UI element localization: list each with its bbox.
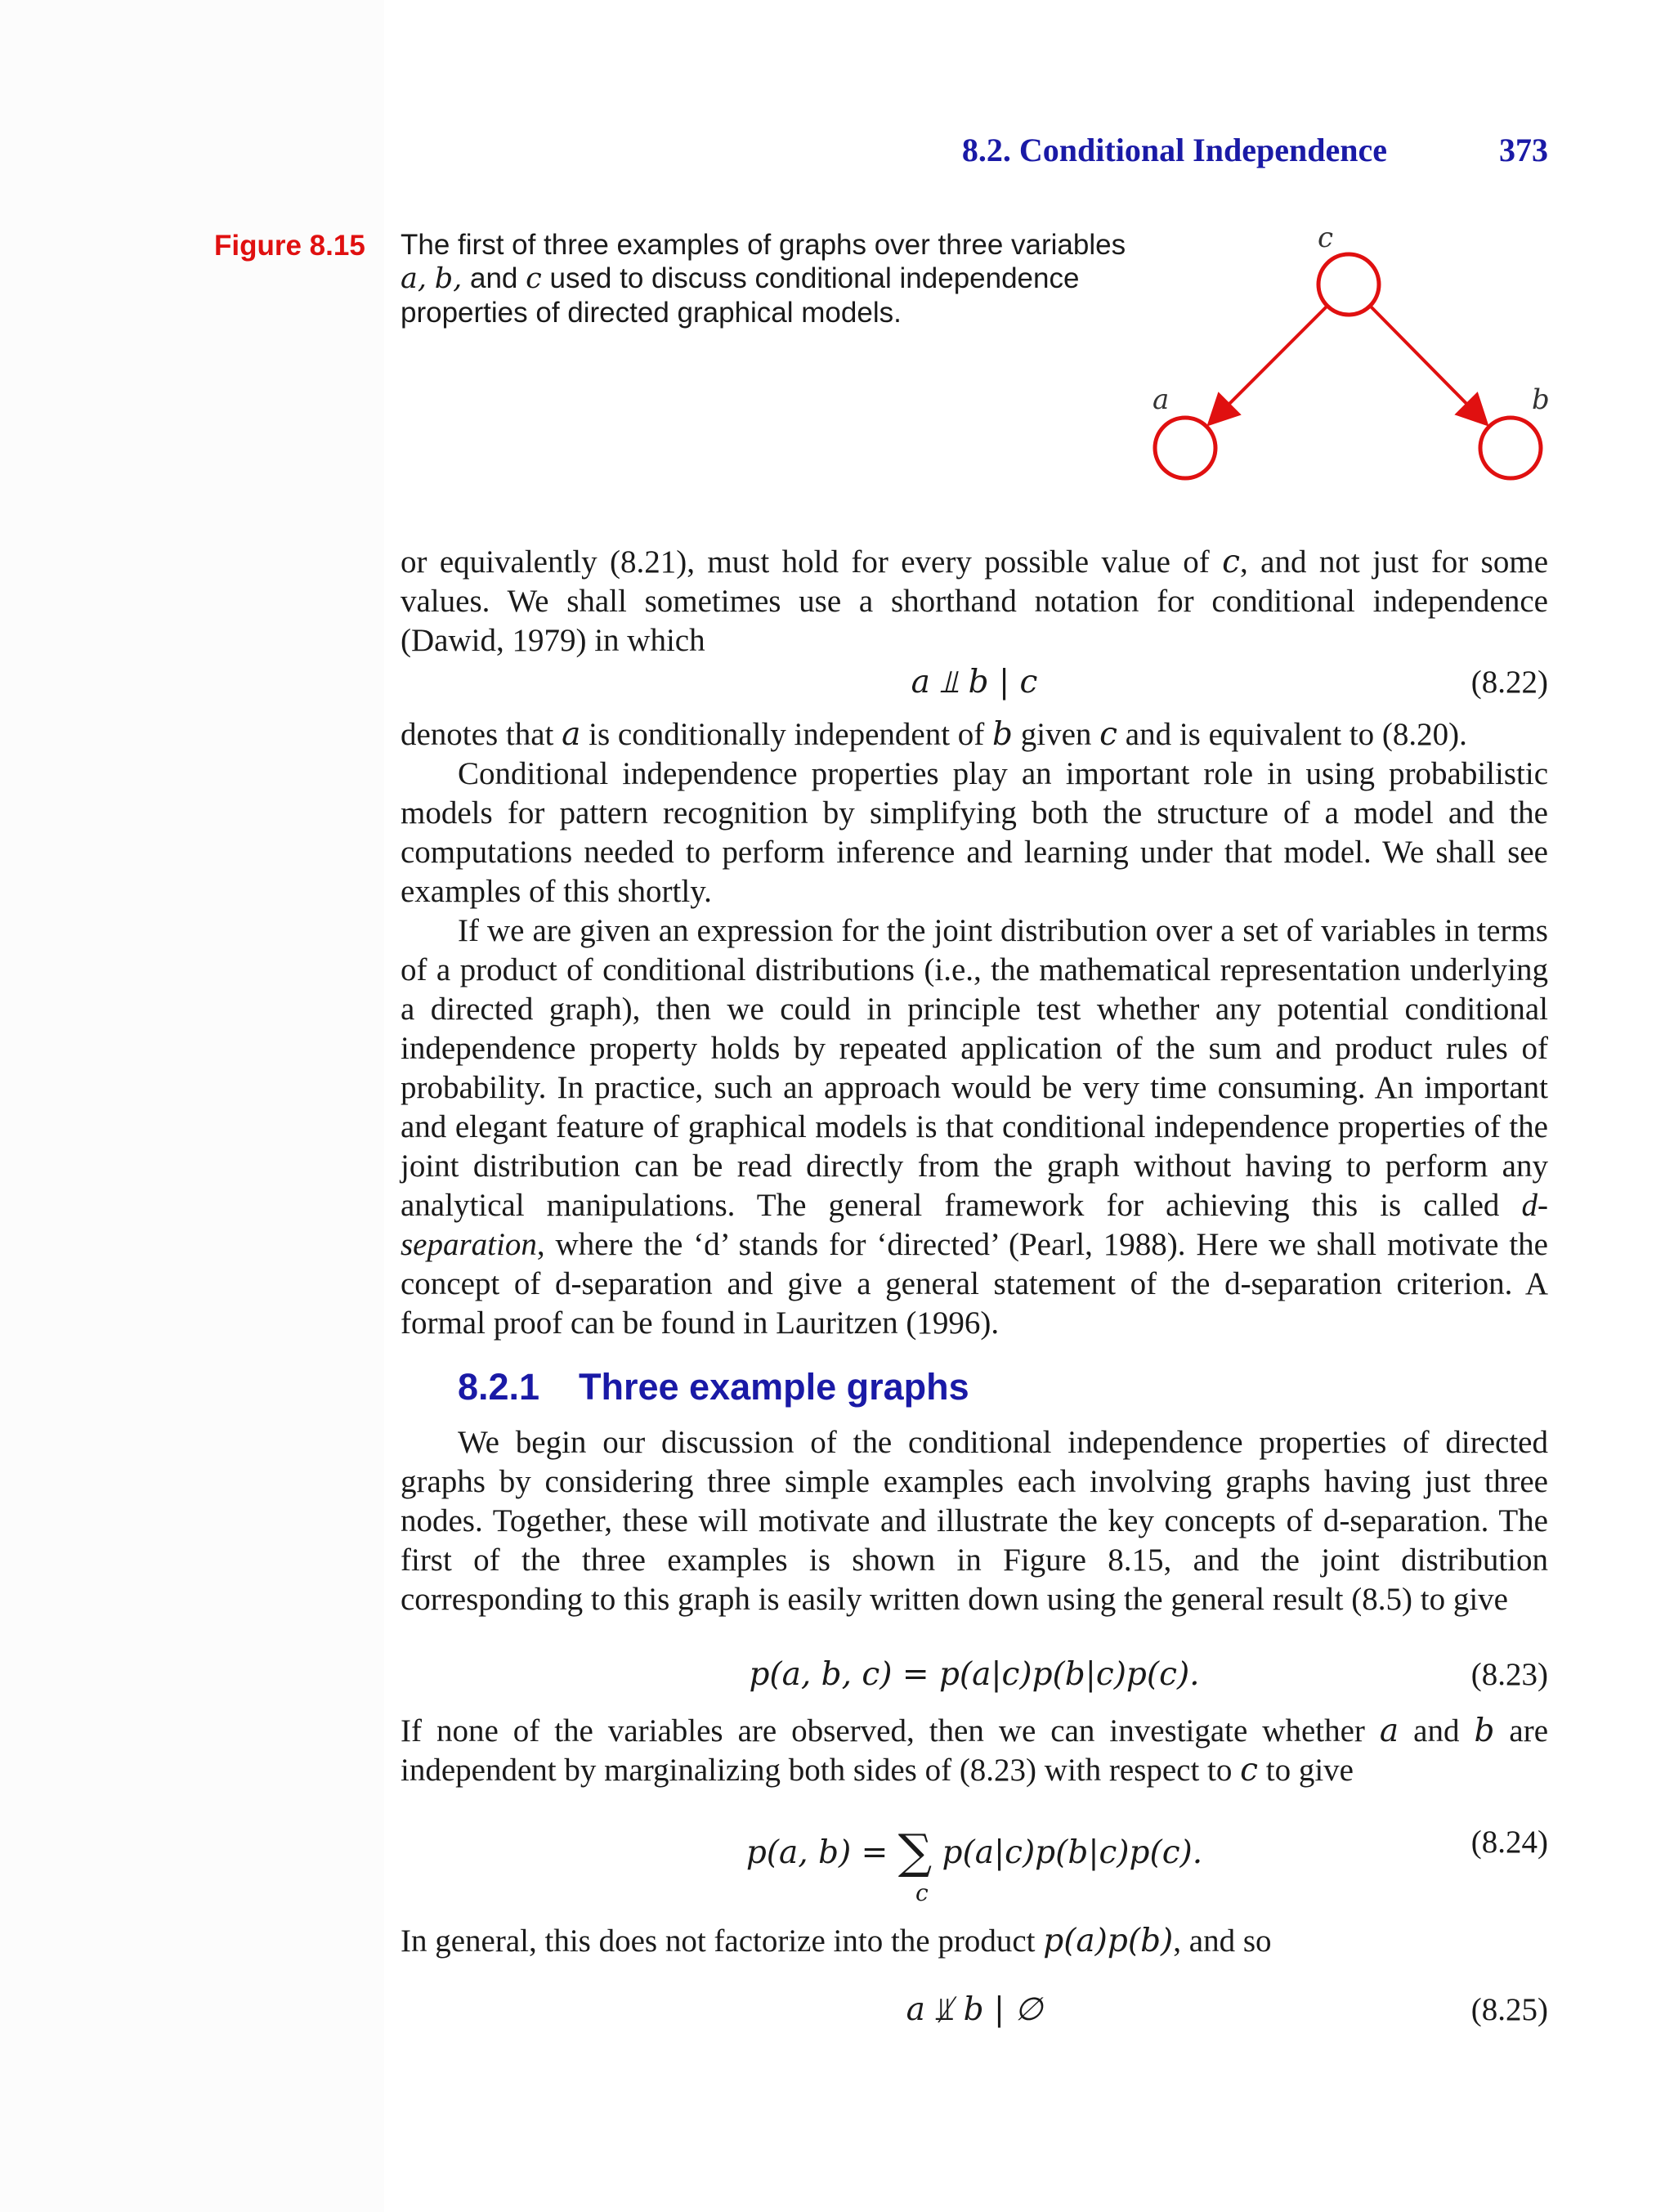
math-var: c: [1222, 544, 1241, 580]
text: If we are given an expression for the joint distribution over a set of variables in terms of a product of conditional distributions (i.e., the mathematical representation underlying a directed graph), then we could in principle test whether any potential conditional independence property holds by repeated application of the sum and product rules of probability. In practice, such an approach would be very time consuming. An important and elegant feature of graphical models is that conditional independence properties of the joint distribution can be read directly from the graph without having to perform any analytical manipulations. The general framework for achieving this is called: [401, 913, 1548, 1223]
node-b-label: b: [1532, 383, 1550, 416]
equation-number: (8.22): [1470, 665, 1548, 700]
section-heading: [458, 1366, 969, 1408]
equation-number: (8.23): [1470, 1657, 1548, 1692]
node-c: [1318, 254, 1379, 315]
text: and is equivalent to (8.20).: [1117, 717, 1467, 752]
node-a: [1155, 418, 1215, 478]
emphasis-term: d-separation: [401, 1188, 1548, 1262]
section-number: 8.2.1: [458, 1366, 540, 1408]
math-var: a: [562, 716, 581, 753]
node-b: [1480, 418, 1541, 478]
caption-var-b: b,: [434, 262, 463, 295]
caption-line: properties of directed graphical models.: [401, 297, 902, 329]
tail-to-tail-graph: [1136, 221, 1561, 499]
paragraph: [401, 911, 1548, 1343]
math-var: b: [992, 716, 1014, 753]
math-var: c: [1240, 1752, 1258, 1789]
paragraph: Conditional independence properties play an important role in using probabilistic models for pattern recognition by simplifying both the structure of a model and the computations needed to perform inference and learning under that model. We shall see examples of this shortly.: [401, 756, 1548, 909]
text: , and so: [1173, 1923, 1272, 1959]
equation-lhs: p(a, b) =: [745, 1834, 888, 1871]
paragraph-body: [401, 715, 1548, 1343]
equation-expression: [401, 1991, 1548, 2028]
text: denotes that: [401, 717, 562, 752]
math-expression: p(a)p(b): [1043, 1923, 1174, 1959]
caption-line: The first of three examples of graphs over three variables: [401, 229, 1126, 261]
node-a-label: a: [1153, 383, 1170, 416]
paragraph: We begin our discussion of the conditional independence properties of directed graphs by considering three simple examples each involving graphs having just three nodes. Together, these will motivate and illustrate the key concepts of d-separation. The first of the three examples is shown in Figure 8.15, and the joint distribution corresponding to this graph is easily written down using the general result (8.5) to give: [401, 1425, 1548, 1617]
text: , where the ‘d’ stands for ‘directed’ (Pearl, 1988). Here we shall motivate the concept of d-separation and give a general statement of the d-separation criterion. A formal proof can be found in Lauritzen (1996).: [401, 1227, 1548, 1341]
math-var: b: [1474, 1713, 1495, 1749]
text: If none of the variables are observed, then we can investigate whether: [401, 1713, 1380, 1749]
text: or equivalently (8.21), must hold for every possible value of: [401, 544, 1223, 580]
text: given: [1013, 717, 1100, 752]
equation-number: (8.24): [1470, 1825, 1548, 1860]
not-independent-symbol: ⫫̸: [935, 1991, 954, 2028]
text: to give: [1257, 1753, 1354, 1788]
equation-expression: p(a, b, c) = p(a|c)p(b|c)p(c).: [749, 1656, 1200, 1693]
caption-var-a: a,: [401, 262, 427, 295]
equation-8-25: [401, 1991, 1548, 2040]
figure-caption: [401, 228, 1125, 329]
caption-var-c: c: [526, 262, 542, 295]
math-var: a: [1379, 1713, 1399, 1749]
node-c-label: c: [1318, 222, 1334, 254]
sum-subscript: c: [915, 1879, 929, 1906]
equation-expression: a ⫫ b | c: [911, 664, 1038, 701]
page-margin: [0, 0, 384, 2212]
caption-line: [401, 262, 1125, 296]
text: In general, this does not factorize into the product: [401, 1923, 1044, 1959]
paragraph-intro: [401, 543, 1548, 660]
equation-lhs: a: [906, 1991, 925, 2028]
equation-8-24: [401, 1824, 1548, 1914]
equation-rhs: p(a|c)p(b|c)p(c).: [942, 1834, 1203, 1871]
text: is conditionally independent of: [580, 717, 993, 752]
page-number: 373: [1499, 132, 1548, 168]
section-title: Three example graphs: [579, 1366, 969, 1408]
edge-c-to-a: [1211, 306, 1327, 422]
text: , and not just for some values. We shall sometimes use a shorthand notation for conditional independence (Dawid, 1979) in which: [401, 544, 1548, 658]
text: and: [1399, 1713, 1475, 1749]
paragraph-section: [401, 1423, 1548, 1619]
caption-text: used to discuss conditional independence: [549, 262, 1080, 294]
caption-word-and: and: [470, 262, 518, 294]
paragraph-body: [401, 1922, 1548, 1961]
equation-rhs: b | ∅: [963, 1991, 1043, 2028]
edge-c-to-b: [1370, 306, 1484, 422]
equation-expression: [401, 1824, 1548, 1879]
math-var: c: [1099, 716, 1118, 753]
equation-number: (8.25): [1470, 1992, 1548, 2027]
figure-label: Figure 8.15: [214, 230, 365, 262]
sum-symbol: ∑: [897, 1824, 933, 1879]
text: are independent by marginalizing both sides of (8.23) with respect to: [401, 1713, 1549, 1788]
equation-8-22: [401, 664, 1548, 713]
equation-8-23: [401, 1656, 1548, 1705]
running-header-title: 8.2. Conditional Independence: [961, 132, 1387, 168]
paragraph-body: [401, 1712, 1548, 1790]
